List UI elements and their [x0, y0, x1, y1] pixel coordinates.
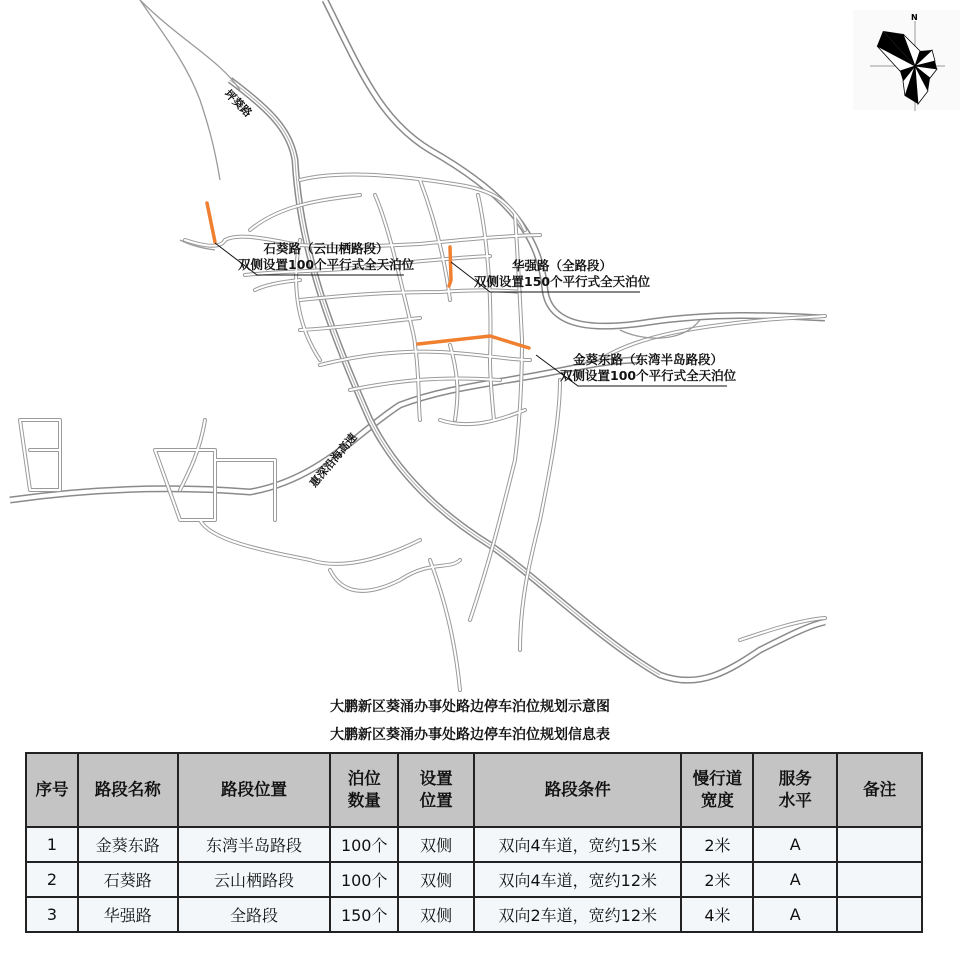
table-cell: 3: [26, 897, 78, 932]
table-row: [26, 862, 922, 897]
annotation-line1: 石葵路（云山栖路段）: [263, 241, 389, 256]
table-cell: 双向2车道，宽约12米: [474, 897, 682, 932]
parking-segment-huaqiang: [449, 247, 451, 286]
table-cell: 华强路: [78, 897, 178, 932]
road-label-huishen-expressway: 惠深沿海高速: [307, 430, 360, 490]
annotation-shikui: [238, 241, 414, 273]
annotation-line2: 双侧设置100个平行式全天泊位: [238, 257, 415, 272]
table-cell: 双向4车道，宽约12米: [474, 862, 682, 897]
table-cell: 双侧: [398, 897, 474, 932]
column-header: 备注: [837, 753, 922, 827]
compass-icon: [853, 10, 960, 111]
annotation-jinkui-east: [560, 352, 736, 384]
table-cell: 1: [26, 827, 78, 862]
road-label-pingkui: 坪葵路: [221, 87, 255, 120]
annotation-line1: 金葵东路（东湾半岛路段）: [573, 352, 724, 367]
annotation-line2: 双侧设置100个平行式全天泊位: [560, 368, 737, 383]
table-cell: 金葵东路: [78, 827, 178, 862]
column-header: 路段条件: [474, 753, 682, 827]
compass-n-label: N: [911, 13, 918, 22]
map-title: 大鹏新区葵涌办事处路边停车泊位规划示意图: [330, 699, 610, 715]
column-header: 路段位置: [178, 753, 331, 827]
local-roads: [20, 175, 825, 690]
table-header-row: [26, 753, 922, 827]
table-cell: 双侧: [398, 827, 474, 862]
table-cell: 4米: [681, 897, 753, 932]
table-cell: [837, 897, 922, 932]
annotation-line2: 双侧设置150个平行式全天泊位: [474, 274, 651, 289]
column-header: 服务 水平: [753, 753, 837, 827]
table-cell: 东湾半岛路段: [178, 827, 331, 862]
parking-segment-jinkui-east: [418, 336, 529, 348]
table-cell: 双向4车道，宽约15米: [474, 827, 682, 862]
table-cell: 2: [26, 862, 78, 897]
table-cell: 100个: [330, 827, 398, 862]
table-cell: [837, 827, 922, 862]
table-cell: A: [753, 897, 837, 932]
table-title: 大鹏新区葵涌办事处路边停车泊位规划信息表: [330, 727, 610, 743]
table-cell: 云山栖路段: [178, 862, 331, 897]
table-row: [26, 827, 922, 862]
table-cell: 2米: [681, 862, 753, 897]
table-cell: 双侧: [398, 862, 474, 897]
table-cell: 100个: [330, 862, 398, 897]
table-cell: 150个: [330, 897, 398, 932]
column-header: 序号: [26, 753, 78, 827]
table-cell: [837, 862, 922, 897]
highways: [10, 0, 825, 680]
parking-info-table: [25, 752, 923, 933]
table-cell: 2米: [681, 827, 753, 862]
table-row: [26, 897, 922, 932]
column-header: 路段名称: [78, 753, 178, 827]
column-header: 泊位 数量: [330, 753, 398, 827]
table-cell: 石葵路: [78, 862, 178, 897]
table-cell: 全路段: [178, 897, 331, 932]
table-cell: A: [753, 827, 837, 862]
annotation-huaqiang: [474, 258, 650, 290]
column-header: 慢行道 宽度: [681, 753, 753, 827]
table-cell: A: [753, 862, 837, 897]
parking-segment-shikui: [207, 203, 215, 242]
column-header: 设置 位置: [398, 753, 474, 827]
annotation-line1: 华强路（全路段）: [512, 258, 613, 273]
